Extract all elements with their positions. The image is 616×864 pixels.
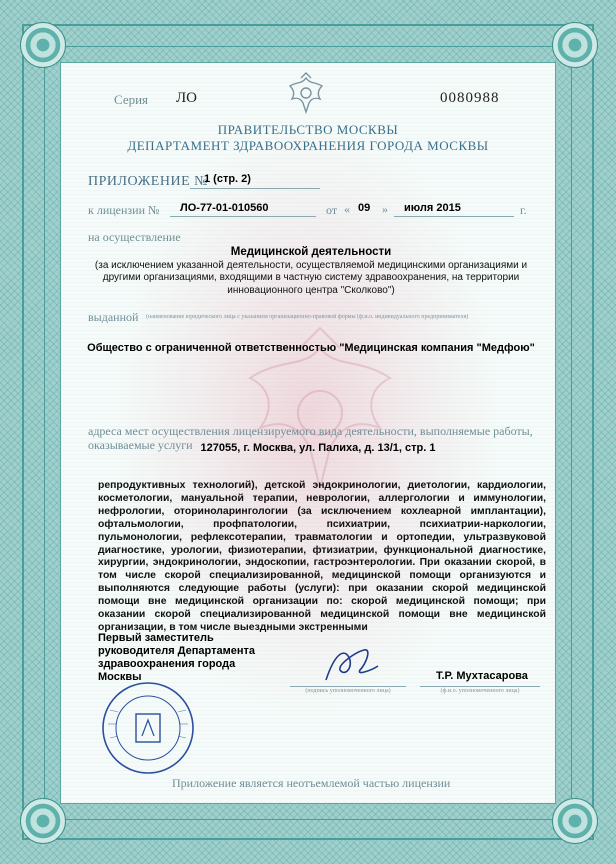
license-number-underline: [170, 216, 316, 217]
license-month-year: июля 2015: [404, 202, 461, 214]
issued-to-label: выданной: [88, 310, 139, 324]
official-seal-stamp: [100, 680, 196, 776]
signatory-name: Т.Р. Мухтасарова: [436, 670, 528, 682]
license-ref-prefix: к лицензии №: [88, 203, 160, 217]
signature-hint: (подпись уполномоченного лица): [305, 688, 391, 694]
appendix-label: ПРИЛОЖЕНИЕ №: [88, 174, 208, 189]
address-label: адреса мест осуществления лицензируемого вида деятельности, выполняемые работы, оказываемые услуги: [88, 424, 533, 452]
series-label: Серия: [114, 92, 149, 107]
appendix-underline: [190, 188, 320, 189]
license-date-quote-open: «: [344, 202, 350, 216]
appendix-value: 1 (стр. 2): [204, 173, 251, 185]
activity-label: на осуществление: [88, 230, 181, 244]
footer-note: Приложение является неотъемлемой частью лицензии: [172, 776, 451, 790]
license-day: 09: [358, 202, 371, 214]
license-number: ЛО-77-01-010560: [180, 202, 269, 214]
authority-department: ДЕПАРТАМЕНТ ЗДРАВООХРАНЕНИЯ ГОРОДА МОСКВЫ: [127, 138, 489, 153]
license-year-suffix: г.: [520, 203, 527, 217]
corner-rosette-top-right: [552, 22, 598, 68]
license-form-number: 0080988: [440, 90, 500, 106]
license-date-quote-close: »: [382, 202, 388, 216]
name-underline: [420, 686, 540, 687]
license-date-underline: [394, 216, 514, 217]
name-hint: (ф.и.о. уполномоченного лица): [440, 688, 520, 694]
license-date-from: от: [326, 203, 338, 217]
authority-government: ПРАВИТЕЛЬСТВО МОСКВЫ: [217, 122, 399, 137]
issued-to-hint: (наименование юридического лица с указанием организационно-правовой формы (ф.и.о. индивидуального предпринимателя): [146, 314, 469, 320]
activity-title: Медицинской деятельности: [230, 246, 392, 258]
coat-of-arms-emblem-icon: [286, 72, 326, 116]
signature-underline: [290, 686, 406, 687]
signatory-position: Первый заместитель руководителя Департамента здравоохранения города Москвы: [98, 632, 256, 683]
corner-rosette-bottom-left: [20, 798, 66, 844]
activity-note: (за исключением указанной деятельности, осуществляемой медицинскими организациями и другими организациями, входящими в частную систему здравоохранения, на территории инновационного центра "Сколково"): [94, 260, 528, 296]
handwritten-signature: [316, 640, 386, 690]
services-text: репродуктивных технологий), детской эндокринологии, диетологии, кардиологии, косметологии, мануальной терапии, неврологии, аллергологии и иммунологии, нефрологии, оториноларингологии (за исключением кохлеарной имплантации), офтальмологии, профпатологии, психиатрии, психиатрии-наркологии, пульмонологии, рефлексотерапии, травматологии и ортопедии, ультразвуковой диагностике, урологии, физиотерапии, фтизиатрии, функциональной диагностике, хирургии, эндокринологии, эндоскопии, гастроэнтерологии. При оказании скорой, в том числе скорой специализированной, медицинской помощи организуются и выполняются следующие работы (услуги): при оказании скорой медицинской помощи вне медицинской организации по: скорой медицинской помощи; при оказании скорой специализированной медицинской помощи вне медицинской организации, в том числе выездными экстренными: [98, 480, 546, 633]
corner-rosette-bottom-right: [552, 798, 598, 844]
address-value: 127055, г. Москва, ул. Палиха, д. 13/1, стр. 1: [200, 442, 436, 454]
licensee-name: Общество с ограниченной ответственностью "Медицинская компания "Медфою": [87, 342, 535, 354]
series-value: ЛО: [176, 90, 198, 106]
